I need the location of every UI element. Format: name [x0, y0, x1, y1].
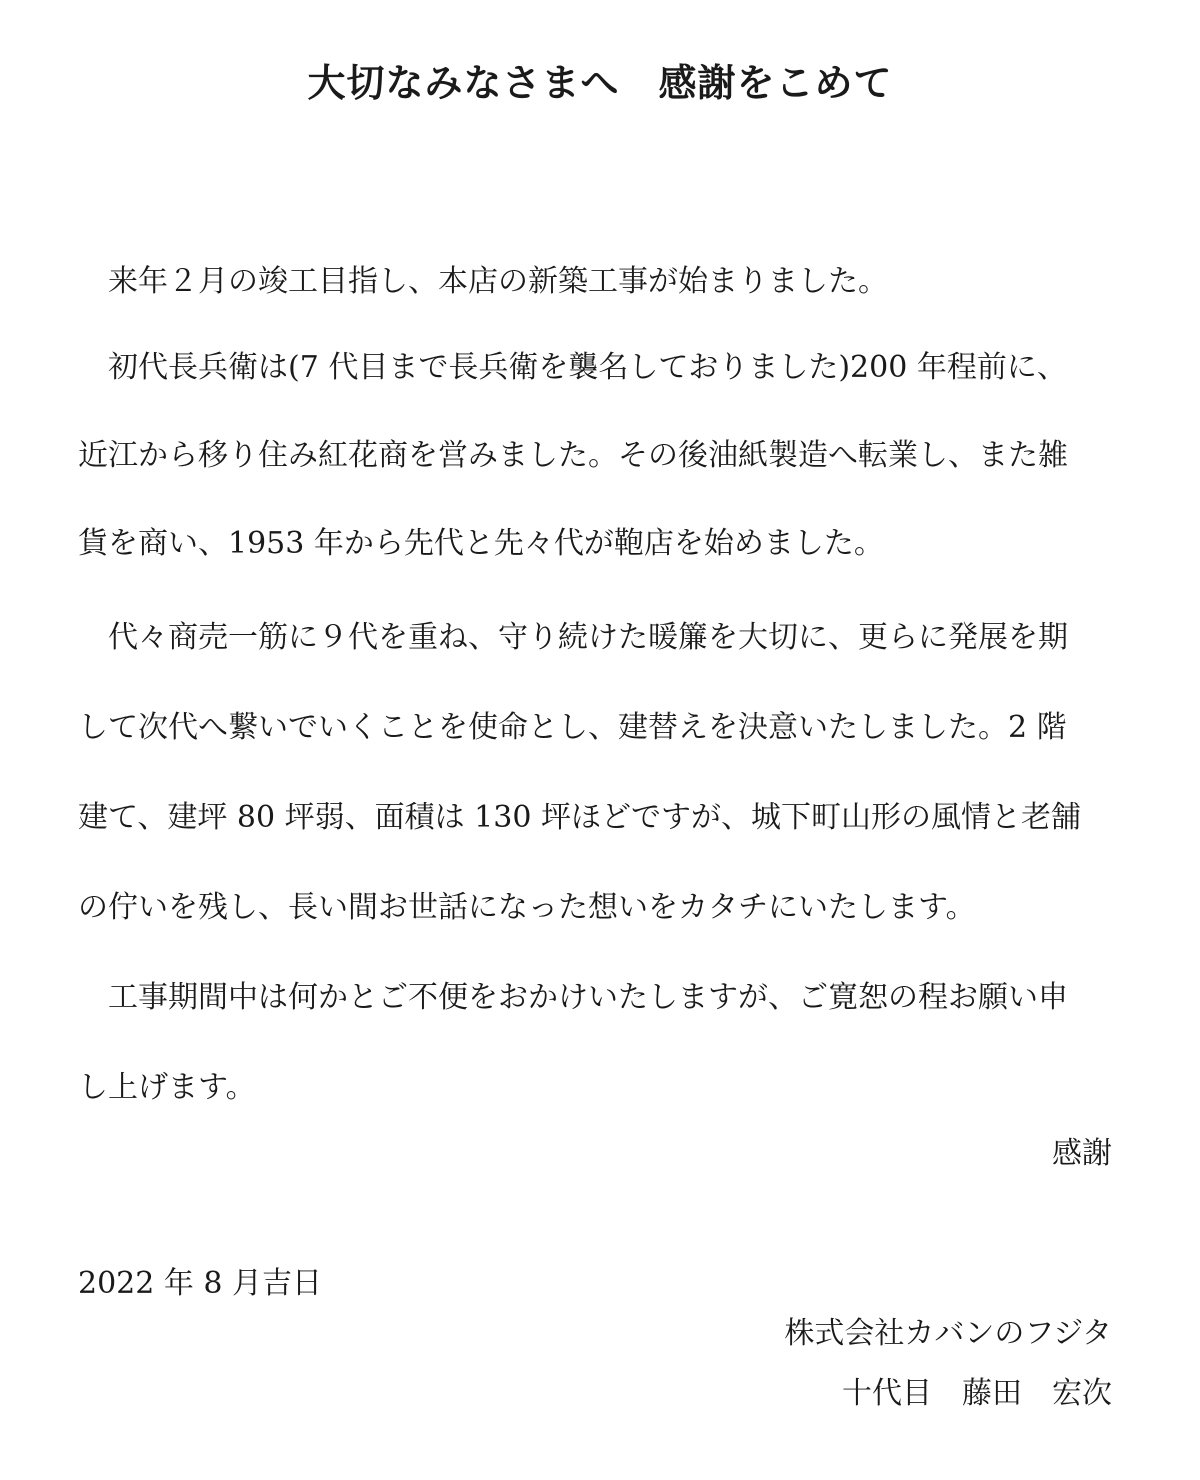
- body-line: 来年２月の竣工目指し、本店の新築工事が始まりました。: [78, 264, 888, 299]
- body-line: の佇いを残し、長い間お世話になった想いをカタチにいたします。: [78, 890, 976, 925]
- letter-date: 2022 年 8 月吉日: [78, 1266, 323, 1301]
- body-line: して次代へ繋いでいくことを使命とし、建替えを決意いたしました。2 階: [78, 710, 1067, 745]
- signatory-name: 十代目 藤田 宏次: [842, 1376, 1112, 1411]
- body-line: 工事期間中は何かとご不便をおかけいたしますが、ご寛恕の程お願い申: [78, 980, 1068, 1015]
- body-line: 近江から移り住み紅花商を営みました。その後油紙製造へ転業し、また雑: [78, 438, 1068, 473]
- body-line: 建て、建坪 80 坪弱、面積は 130 坪ほどですが、城下町山形の風情と老舗: [78, 800, 1081, 835]
- body-line: 代々商売一筋に９代を重ね、守り続けた暖簾を大切に、更らに発展を期: [78, 620, 1068, 655]
- letter-title: 大切なみなさまへ 感謝をこめて: [307, 61, 893, 105]
- company-name: 株式会社カバンのフジタ: [784, 1316, 1112, 1351]
- body-line: し上げます。: [78, 1070, 256, 1105]
- body-line: 貨を商い、1953 年から先代と先々代が鞄店を始めました。: [78, 526, 884, 561]
- closing-word: 感謝: [1052, 1136, 1112, 1171]
- body-line: 初代長兵衛は(7 代目まで長兵衛を襲名しておりました)200 年程前に、: [78, 350, 1067, 385]
